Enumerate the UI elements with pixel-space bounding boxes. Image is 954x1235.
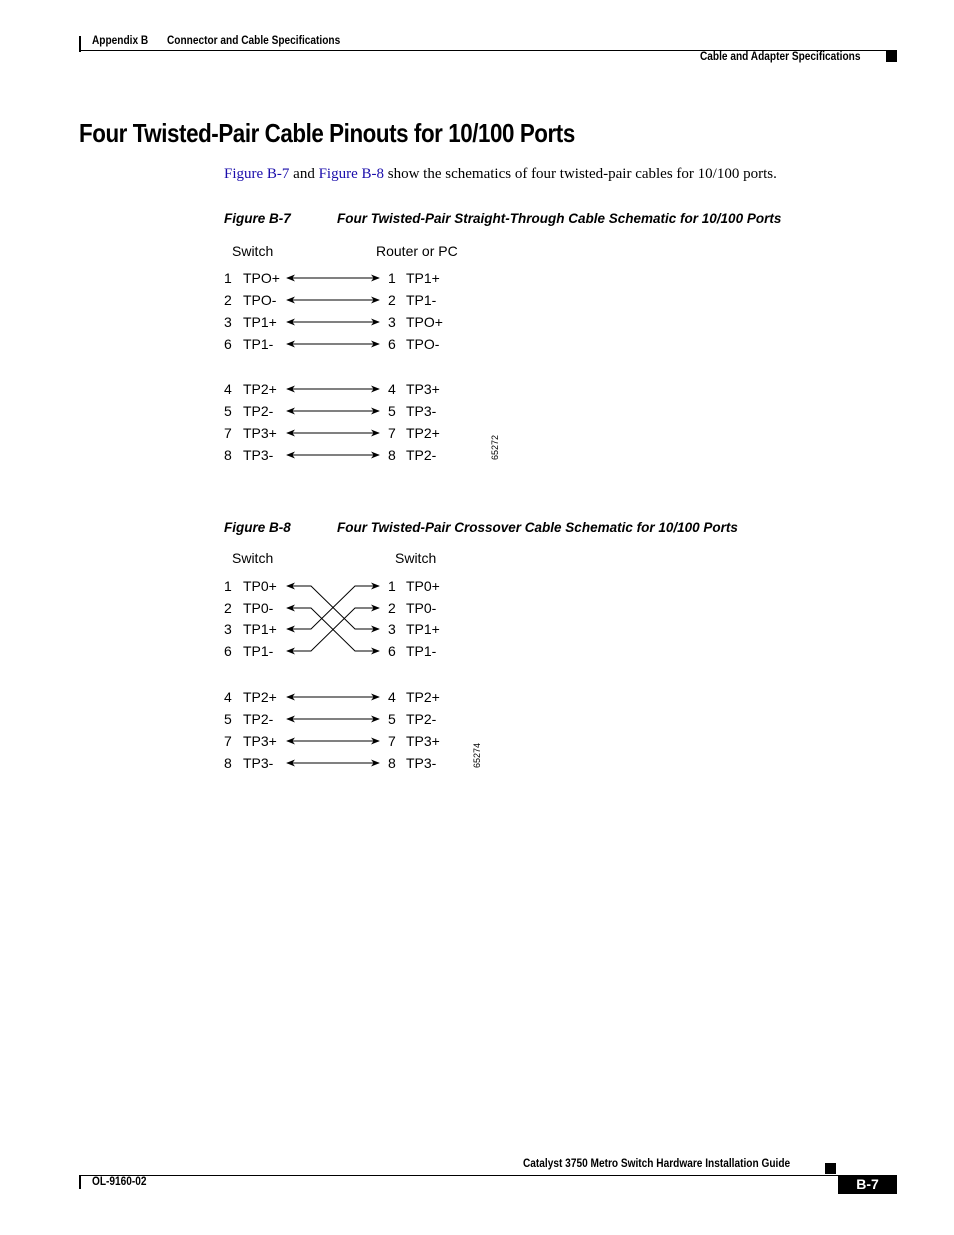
b7-right-num: 1 bbox=[388, 270, 396, 286]
header-section: Cable and Adapter Specifications bbox=[700, 51, 861, 63]
footer-guide-title: Catalyst 3750 Metro Switch Hardware Installation Guide bbox=[523, 1158, 791, 1170]
intro-rest: show the schematics of four twisted-pair cables for 10/100 ports. bbox=[387, 166, 777, 182]
b7-left-num: 1 bbox=[224, 270, 232, 286]
b7-right-name: TPO+ bbox=[406, 314, 443, 330]
b8-left-name: TP2+ bbox=[243, 689, 277, 705]
b7-right-num: 3 bbox=[388, 314, 396, 330]
b7-right-num: 4 bbox=[388, 381, 396, 397]
b7-left-name: TPO- bbox=[243, 292, 277, 308]
b7-left-name: TP1- bbox=[243, 336, 274, 352]
b8-left-num: 7 bbox=[224, 733, 232, 749]
figure-b8-caption: Four Twisted-Pair Crossover Cable Schematic for 10/100 Ports bbox=[337, 520, 738, 535]
b7-right-name: TPO- bbox=[406, 336, 440, 352]
b8-right-num: 2 bbox=[388, 600, 396, 616]
b7-left-name: TPO+ bbox=[243, 270, 280, 286]
figure-b7-label: Figure B-7 bbox=[224, 211, 291, 226]
b7-right-num: 2 bbox=[388, 292, 396, 308]
b8-left-name: TP0- bbox=[243, 600, 274, 616]
figure-b7-right-head: Router or PC bbox=[376, 243, 458, 259]
b7-right-name: TP2+ bbox=[406, 425, 440, 441]
b7-left-num: 4 bbox=[224, 381, 232, 397]
figure-b8-label: Figure B-8 bbox=[224, 520, 291, 535]
b8-right-name: TP3+ bbox=[406, 733, 440, 749]
b7-left-num: 7 bbox=[224, 425, 232, 441]
b8-right-name: TP0+ bbox=[406, 578, 440, 594]
footer-doc-number: OL-9160-02 bbox=[92, 1176, 147, 1188]
figure-b7-left-head: Switch bbox=[232, 243, 274, 259]
figure-b8-link[interactable]: Figure B-8 bbox=[318, 166, 385, 182]
b7-left-name: TP3+ bbox=[243, 425, 277, 441]
b7-left-num: 6 bbox=[224, 336, 232, 352]
b7-right-num: 7 bbox=[388, 425, 396, 441]
b7-left-num: 3 bbox=[224, 314, 232, 330]
figure-b7-id: 65272 bbox=[490, 434, 500, 460]
figure-b7-link[interactable]: Figure B-7 bbox=[224, 166, 290, 182]
b7-left-name: TP1+ bbox=[243, 314, 277, 330]
b8-right-num: 8 bbox=[388, 755, 396, 771]
footer-rule bbox=[79, 1175, 897, 1176]
b8-left-num: 3 bbox=[224, 621, 232, 637]
footer-left-bar bbox=[79, 1175, 81, 1189]
b8-left-num: 5 bbox=[224, 711, 232, 727]
figure-b7-caption: Four Twisted-Pair Straight-Through Cable Schematic for 10/100 Ports bbox=[337, 211, 782, 226]
b8-right-num: 1 bbox=[388, 578, 396, 594]
b8-right-name: TP1+ bbox=[406, 621, 440, 637]
b8-left-num: 1 bbox=[224, 578, 232, 594]
b8-left-name: TP0+ bbox=[243, 578, 277, 594]
b7-right-name: TP3+ bbox=[406, 381, 440, 397]
b8-right-num: 3 bbox=[388, 621, 396, 637]
b8-right-num: 7 bbox=[388, 733, 396, 749]
b7-right-num: 5 bbox=[388, 403, 396, 419]
b8-right-name: TP1- bbox=[406, 643, 437, 659]
page-number: B-7 bbox=[856, 1176, 879, 1192]
header-chapter: Connector and Cable Specifications bbox=[167, 35, 341, 47]
b7-left-num: 2 bbox=[224, 292, 232, 308]
b7-right-name: TP2- bbox=[406, 447, 437, 463]
header-appendix: Appendix B bbox=[92, 35, 149, 47]
b7-right-name: TP1+ bbox=[406, 270, 440, 286]
b8-right-num: 4 bbox=[388, 689, 396, 705]
b7-left-num: 8 bbox=[224, 447, 232, 463]
figure-b8-left-head: Switch bbox=[232, 550, 274, 566]
b7-left-name: TP3- bbox=[243, 447, 274, 463]
b8-left-num: 6 bbox=[224, 643, 232, 659]
b8-right-name: TP2+ bbox=[406, 689, 440, 705]
b8-left-name: TP1+ bbox=[243, 621, 277, 637]
intro-and: and bbox=[293, 166, 315, 182]
b7-right-name: TP3- bbox=[406, 403, 437, 419]
b8-left-num: 4 bbox=[224, 689, 232, 705]
figure-b8-right-head: Switch bbox=[395, 550, 437, 566]
b8-left-name: TP2- bbox=[243, 711, 274, 727]
b7-left-name: TP2- bbox=[243, 403, 274, 419]
b8-right-name: TP3- bbox=[406, 755, 437, 771]
b8-left-name: TP3+ bbox=[243, 733, 277, 749]
b8-left-num: 8 bbox=[224, 755, 232, 771]
b8-right-name: TP0- bbox=[406, 600, 437, 616]
footer-marker bbox=[825, 1163, 836, 1174]
b8-left-name: TP1- bbox=[243, 643, 274, 659]
b8-left-num: 2 bbox=[224, 600, 232, 616]
b8-right-name: TP2- bbox=[406, 711, 437, 727]
b8-right-num: 5 bbox=[388, 711, 396, 727]
page-title: Four Twisted-Pair Cable Pinouts for 10/100 Ports bbox=[79, 118, 575, 148]
b8-left-name: TP3- bbox=[243, 755, 274, 771]
b7-left-name: TP2+ bbox=[243, 381, 277, 397]
b7-left-num: 5 bbox=[224, 403, 232, 419]
page-number-box bbox=[838, 1175, 897, 1194]
b7-right-num: 8 bbox=[388, 447, 396, 463]
b7-right-num: 6 bbox=[388, 336, 396, 352]
b7-right-name: TP1- bbox=[406, 292, 437, 308]
b8-right-num: 6 bbox=[388, 643, 396, 659]
figure-b8-id: 65274 bbox=[472, 742, 482, 768]
